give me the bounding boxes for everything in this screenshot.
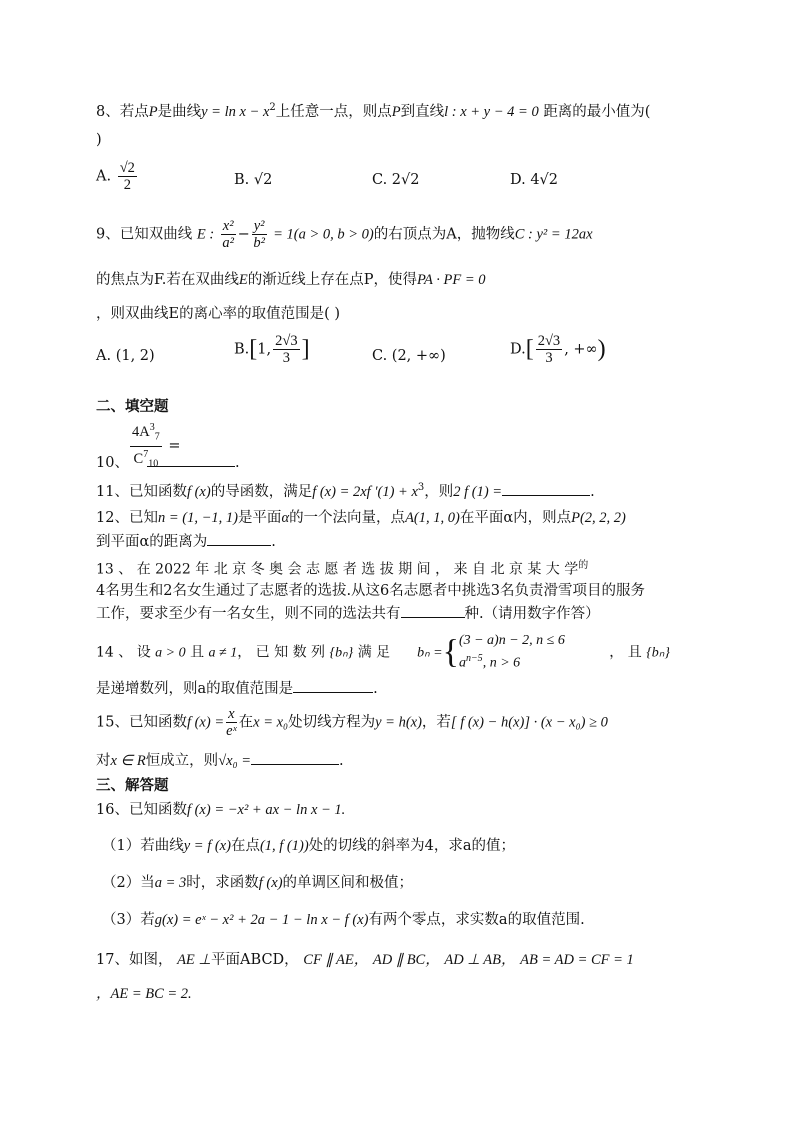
q8-curve: y = ln x − x [201, 103, 270, 120]
q8-line-eq: l : x + y − 4 = 0 [444, 103, 539, 120]
q13-answer-blank [401, 603, 465, 618]
q9-vector-expr: PA · PF = 0 [417, 272, 486, 288]
q14-answer-blank [293, 678, 373, 693]
q9-stem: 9、已知双曲线 E : $\frac{\text{x²}}{\text{a²}}$ − $\frac{\text{y²}}{\text{b²}}$ = 1(a > 0, b > 0)的右顶点为A，抛物线C : y² = 12ax [96, 218, 593, 251]
q8-close: ) [96, 132, 102, 148]
q17-stem: 17、如图， AE ⊥平面ABCD， CF ∥ AE， AD ∥ BC， AD ⊥ AB， AB = AD = CF = 1 [96, 952, 634, 968]
q8-stem: 8、若点P是曲线$y = \ln x - x^2$上任意一点，则点P到直线l : x + y − 4 = 0 距离的最小值为( [96, 102, 651, 120]
q9-option-d: D.[ $\frac{2√3}{3}$ , +∞) [510, 333, 606, 366]
q13-line3: 工作，要求至少有一名女生，则不同的选法共有 种.（请用数字作答） [96, 603, 600, 624]
q10-answer-blank [147, 452, 235, 467]
q12-answer-blank [207, 531, 271, 546]
q15-line2: 对x ∈ R恒成立，则√x₀ = . [96, 750, 344, 771]
q15-stem: 15、已知函数f (x) = $\frac{x}{\text{eˣ}}$ 在x = x₀处切线方程为y = h(x)，若[ f (x) − h(x)] · (x − x₀) ≥ 0 [96, 706, 608, 739]
q16-part3: （3）若g(x) = eˣ − x² + 2a − 1 − ln x − f (x)有两个零点，求实数a的取值范围. [102, 912, 585, 928]
q8-option-a: A. $\frac{√2}{2}$ [96, 160, 135, 193]
q17-line2: ，AE = BC = 2. [96, 986, 192, 1002]
q9-line2: 的焦点为F.若在双曲线E的渐近线上存在点P，使得PA · PF = 0 [96, 272, 486, 288]
q15-answer-blank [251, 750, 339, 765]
q16-stem: 16、已知函数f (x) = −x² + ax − ln x − 1. [96, 802, 346, 818]
q12-stem: 12、已知n = (1, −1, 1)是平面α的一个法向量，点A(1, 1, 0)在平面α内，则点P(2, 2, 2) [96, 510, 626, 526]
q13-line1: 13 、 在 2022 年 北 京 冬 奥 会 志 愿 者 选 拔 期 间 ， 来 自 北 京 某 大 学$^的$ [96, 560, 589, 578]
q10-expression: $\frac{4A^3_7}{C^7_{10}}$ = [132, 422, 181, 470]
q10-line: 10、 . [96, 452, 240, 473]
q9-option-b: B.[1, $\frac{2√3}{3}$ ] [234, 333, 310, 366]
q11-answer-blank [502, 481, 590, 496]
q8-option-d: D. 4√2 [510, 172, 559, 188]
q14-piecewise: (3 − a)n − 2, n ≤ 6 $a^{n-5}$, n > 6 [458, 633, 565, 671]
q9-option-a: A. (1, 2) [96, 348, 155, 364]
q9-option-c: C. (2, +∞) [372, 348, 446, 364]
q16-part2: （2）当a = 3时，求函数f (x)的单调区间和极值； [102, 875, 414, 891]
q16-part1: （1）若曲线y = f (x)在点(1, f (1))处的切线的斜率为4，求a的值； [102, 838, 516, 854]
q9-line3: ，则双曲线E的离心率的取值范围是( ) [96, 306, 341, 322]
section-fill-in-title: 二、填空题 [96, 398, 169, 415]
q8-option-c: C. 2√2 [372, 172, 420, 188]
q14-stem: 14 、 设 a > 0 且 a ≠ 1， 已 知 数 列 {bₙ} 满 足 bₙ ={ (3 − a)n − 2, n ≤ 6 $a^{n-5}$, n > 6 ， 且 {bₙ} [96, 633, 670, 671]
q12-line2: 到平面α的距离为 . [96, 531, 276, 552]
q13-line2: 4名男生和2名女生通过了志愿者的选拔.从这6名志愿者中挑选3名负责滑雪项目的服务 [96, 583, 646, 599]
q11-stem: 11、已知函数f (x)的导函数，满足f (x) = 2xf $'(1) + x^3$，则2 f (1) = . [96, 482, 595, 500]
section-solve-title: 三、解答题 [96, 777, 169, 794]
q14-line2: 是递增数列，则a的取值范围是 . [96, 678, 378, 699]
q8-option-b: B. √2 [234, 172, 273, 188]
